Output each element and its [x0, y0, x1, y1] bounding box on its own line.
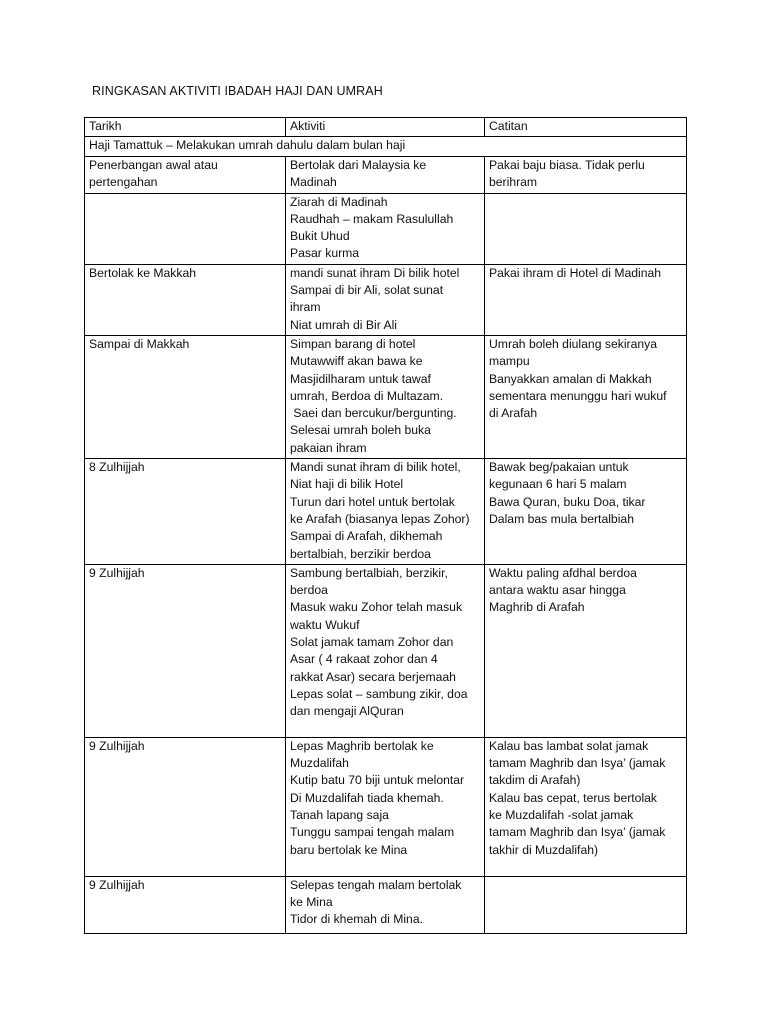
cell-line: antara waktu asar hingga [489, 583, 626, 598]
cell-aktiviti [286, 335, 485, 458]
cell-line: Saei dan bercukur/bergunting. [290, 406, 457, 421]
cell-line: Bertolak ke Makkah [89, 265, 197, 280]
cell-line: 9 Zulhijjah [89, 877, 145, 892]
table-row [85, 264, 687, 335]
cell-line: ke Muzdalifah -solat jamak [489, 808, 634, 823]
cell-line: Muzdalifah [290, 756, 349, 771]
table-row [85, 876, 687, 933]
cell-line: Masuk waku Zohor telah masuk [290, 600, 463, 615]
header-tarikh: Tarikh [85, 118, 286, 137]
section-row-text: Haji Tamattuk – Melakukan umrah dahulu dalam bulan haji [85, 137, 687, 156]
table-row [85, 193, 687, 264]
table-header-row [85, 118, 687, 137]
cell-line: Mandi sunat ihram di bilik hotel, [290, 460, 461, 475]
cell-line: Umrah boleh diulang sekiranya [489, 336, 658, 351]
table-row [85, 737, 687, 876]
cell-line: Sampai di Makkah [89, 336, 190, 351]
cell-aktiviti [286, 737, 485, 876]
cell-line: berihram [489, 174, 538, 189]
cell-line: Pakai ihram di Hotel di Madinah [489, 265, 662, 280]
header-catitan: Catitan [485, 118, 687, 137]
cell-tarikh [85, 193, 286, 264]
cell-line: mandi sunat ihram Di bilik hotel [290, 265, 460, 280]
cell-line: Niat umrah di Bir Ali [290, 317, 398, 332]
cell-line: Sampai di bir Ali, solat sunat [290, 283, 444, 298]
cell-line: Selepas tengah malam bertolak [290, 877, 462, 892]
cell-line: Sambung bertalbiah, berzikir, [290, 565, 448, 580]
cell-line: kegunaan 6 hari 5 malam [489, 477, 627, 492]
cell-line: Tanah lapang saja [290, 808, 389, 823]
cell-line: Sampai di Arafah, dikhemah [290, 529, 443, 544]
cell-aktiviti [286, 264, 485, 335]
cell-line: berdoa [290, 583, 328, 598]
cell-line: dan mengaji AlQuran [290, 704, 404, 719]
cell-aktiviti [286, 156, 485, 193]
cell-tarikh [85, 264, 286, 335]
cell-line: ke Mina [290, 895, 333, 910]
cell-line: ke Arafah (biasanya lepas Zohor) [290, 511, 470, 526]
cell-catitan [485, 335, 687, 458]
cell-tarikh [85, 156, 286, 193]
cell-line: Niat haji di bilik Hotel [290, 477, 404, 492]
cell-line: 8 Zulhijjah [89, 460, 145, 475]
section-row [85, 137, 687, 156]
cell-line: tamam Maghrib dan Isya’ (jamak [489, 756, 666, 771]
cell-tarikh [85, 737, 286, 876]
cell-line: ihram [290, 300, 321, 315]
cell-catitan [485, 193, 687, 264]
header-aktiviti: Aktiviti [286, 118, 485, 137]
cell-line: Mutawwiff akan bawa ke [290, 354, 423, 369]
cell-catitan [485, 737, 687, 876]
cell-aktiviti [286, 564, 485, 737]
cell-line: baru bertolak ke Mina [290, 842, 408, 857]
cell-aktiviti [286, 193, 485, 264]
cell-line: mampu [489, 354, 530, 369]
cell-line: Bawa Quran, buku Doa, tikar [489, 494, 646, 509]
cell-tarikh [85, 335, 286, 458]
cell-line: sementara menunggu hari wukuf [489, 388, 667, 403]
cell-line: Kalau bas lambat solat jamak [489, 738, 649, 753]
cell-line: pakaian ihram [290, 440, 367, 455]
activity-table [84, 117, 687, 934]
cell-catitan [485, 156, 687, 193]
cell-line: Selesai umrah boleh buka [290, 423, 431, 438]
cell-line: tamam Maghrib dan Isya’ (jamak [489, 825, 666, 840]
cell-line: Asar ( 4 rakaat zohor dan 4 [290, 652, 438, 667]
cell-tarikh [85, 564, 286, 737]
cell-line: Di Muzdalifah tiada khemah. [290, 790, 444, 805]
cell-line: Masjidilharam untuk tawaf [290, 371, 431, 386]
cell-line: Kutip batu 70 biji untuk melontar [290, 773, 465, 788]
cell-aktiviti [286, 876, 485, 933]
cell-line: Simpan barang di hotel [290, 336, 416, 351]
cell-line: Penerbangan awal atau [89, 157, 218, 172]
cell-line: bertalbiah, berzikir berdoa [290, 546, 431, 561]
cell-catitan [485, 459, 687, 565]
cell-line: Maghrib di Arafah [489, 600, 585, 615]
cell-line: rakkat Asar) secara berjemaah [290, 669, 456, 684]
cell-line: 9 Zulhijjah [89, 565, 145, 580]
cell-aktiviti [286, 459, 485, 565]
cell-line: takdim di Arafah) [489, 773, 581, 788]
cell-line: Banyakkan amalan di Makkah [489, 371, 652, 386]
table-row [85, 564, 687, 737]
cell-line: Lepas Maghrib bertolak ke [290, 738, 434, 753]
cell-line: Pakai baju biasa. Tidak perlu [489, 157, 645, 172]
cell-line: Turun dari hotel untuk bertolak [290, 494, 455, 509]
cell-line: Tunggu sampai tengah malam [290, 825, 455, 840]
cell-catitan [485, 876, 687, 933]
cell-line: Bertolak dari Malaysia ke [290, 157, 427, 172]
cell-line: Solat jamak tamam Zohor dan [290, 635, 454, 650]
document-title: RINGKASAN AKTIVITI IBADAH HAJI DAN UMRAH [92, 84, 383, 98]
cell-tarikh [85, 459, 286, 565]
cell-line: Tidor di khemah di Mina. [290, 912, 423, 927]
table-row [85, 156, 687, 193]
cell-line: Dalam bas mula bertalbiah [489, 511, 634, 526]
cell-line: takhir di Muzdalifah) [489, 842, 599, 857]
cell-line: di Arafah [489, 406, 538, 421]
cell-line: 9 Zulhijjah [89, 738, 145, 753]
cell-line: Lepas solat – sambung zikir, doa [290, 686, 468, 701]
table-row [85, 459, 687, 565]
cell-tarikh [85, 876, 286, 933]
cell-line: Pasar kurma [290, 246, 360, 261]
cell-line: Bawak beg/pakaian untuk [489, 460, 629, 475]
cell-line: Waktu paling afdhal berdoa [489, 565, 637, 580]
cell-line: Bukit Uhud [290, 229, 350, 244]
cell-line: Madinah [290, 174, 337, 189]
table-row [85, 335, 687, 458]
cell-catitan [485, 264, 687, 335]
cell-line: Raudhah – makam Rasulullah [290, 211, 454, 226]
cell-line: Kalau bas cepat, terus bertolak [489, 790, 658, 805]
cell-line: pertengahan [89, 174, 158, 189]
cell-line: waktu Wukuf [290, 617, 360, 632]
cell-catitan [485, 564, 687, 737]
cell-line: umrah, Berdoa di Multazam. [290, 388, 444, 403]
cell-line: Ziarah di Madinah [290, 194, 388, 209]
